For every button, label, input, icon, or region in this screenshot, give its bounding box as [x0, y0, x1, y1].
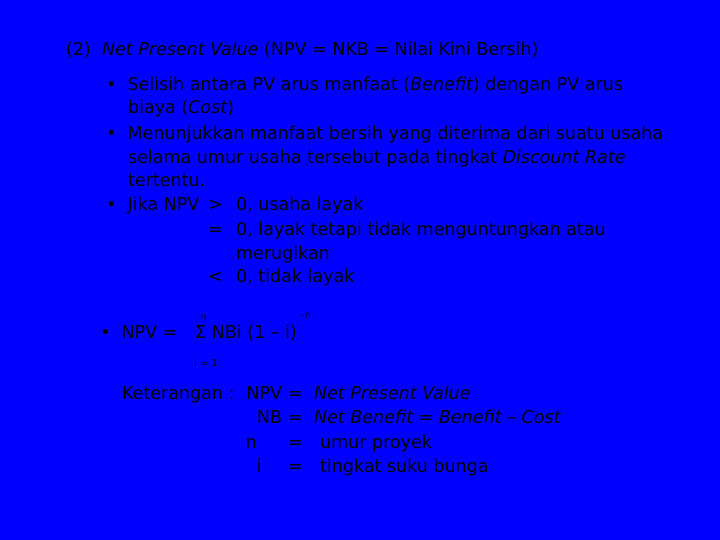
bullet-2-line-2 — [128, 147, 625, 169]
def-text: umur proyek — [320, 433, 432, 453]
condition-op-lt: < — [208, 267, 223, 287]
bullet-marker: • — [100, 323, 111, 343]
def-text-italic: Net Benefit = Benefit – Cost — [314, 408, 561, 428]
bullet-marker: • — [106, 124, 117, 144]
bullet-text: ) — [227, 98, 234, 118]
def-equals: = — [288, 384, 303, 404]
bullet-text: selama umur usaha tersebut pada tingkat — [128, 148, 503, 168]
formula-lhs: NPV = — [121, 323, 178, 343]
formula-body: NBi (1 – i) — [211, 323, 297, 343]
sigma-symbol: Σ — [195, 323, 207, 343]
keterangan-label: Keterangan : — [122, 384, 235, 404]
bullet-text: tertentu. — [128, 171, 206, 191]
bullet-1-line-1 — [106, 74, 623, 96]
bullet-text: biaya ( — [128, 98, 189, 118]
slide-heading — [66, 39, 538, 61]
def-equals: = — [288, 408, 303, 428]
def-text — [314, 383, 471, 405]
bullet-text-italic: Discount Rate — [502, 148, 626, 168]
condition-op-eq: = — [208, 220, 223, 240]
heading-rest: (NPV = NKB = Nilai Kini Bersih) — [258, 40, 539, 60]
condition-text-gt: 0, usaha layak — [236, 195, 364, 215]
bullet-2-line-1 — [106, 123, 663, 145]
def-symbol: i — [256, 457, 262, 477]
def-symbol: n — [245, 433, 257, 453]
bullet-text-italic: Benefit — [410, 75, 473, 95]
heading-number: (2) — [66, 40, 91, 60]
condition-op-gt: > — [208, 195, 223, 215]
heading-term: Net Present Value — [101, 40, 259, 60]
condition-text-lt: 0, tidak layak — [236, 267, 355, 287]
condition-text-eq-cont: merugikan — [236, 244, 330, 264]
sum-upper-limit: n — [200, 312, 207, 323]
def-equals: = — [288, 457, 303, 477]
def-text-italic: Net Present Value — [314, 384, 471, 404]
bullet-text-italic: Cost — [188, 98, 228, 118]
bullet-text: Selisih antara PV arus manfaat ( — [127, 75, 411, 95]
def-text — [314, 407, 560, 429]
formula-exponent: -n — [301, 310, 311, 321]
sum-lower-limit: i = 1 — [194, 358, 218, 369]
def-equals: = — [288, 433, 303, 453]
condition-text-eq: 0, layak tetapi tidak menguntungkan atau — [236, 220, 606, 240]
bullet-marker: • — [106, 195, 117, 215]
condition-label: Jika NPV — [127, 195, 200, 215]
bullet-3-line-1 — [106, 194, 199, 216]
bullet-marker: • — [106, 75, 117, 95]
bullet-text: ) dengan PV arus — [472, 75, 623, 95]
def-symbol: NB — [256, 408, 282, 428]
formula-line — [100, 322, 177, 344]
bullet-text: Menunjukkan manfaat bersih yang diterima dari suatu usaha — [127, 124, 663, 144]
def-text: tingkat suku bunga — [320, 457, 489, 477]
bullet-2-line-3 — [128, 170, 205, 192]
bullet-1-line-2 — [128, 97, 234, 119]
def-symbol: NPV — [246, 384, 282, 404]
formula-rhs — [195, 322, 297, 344]
